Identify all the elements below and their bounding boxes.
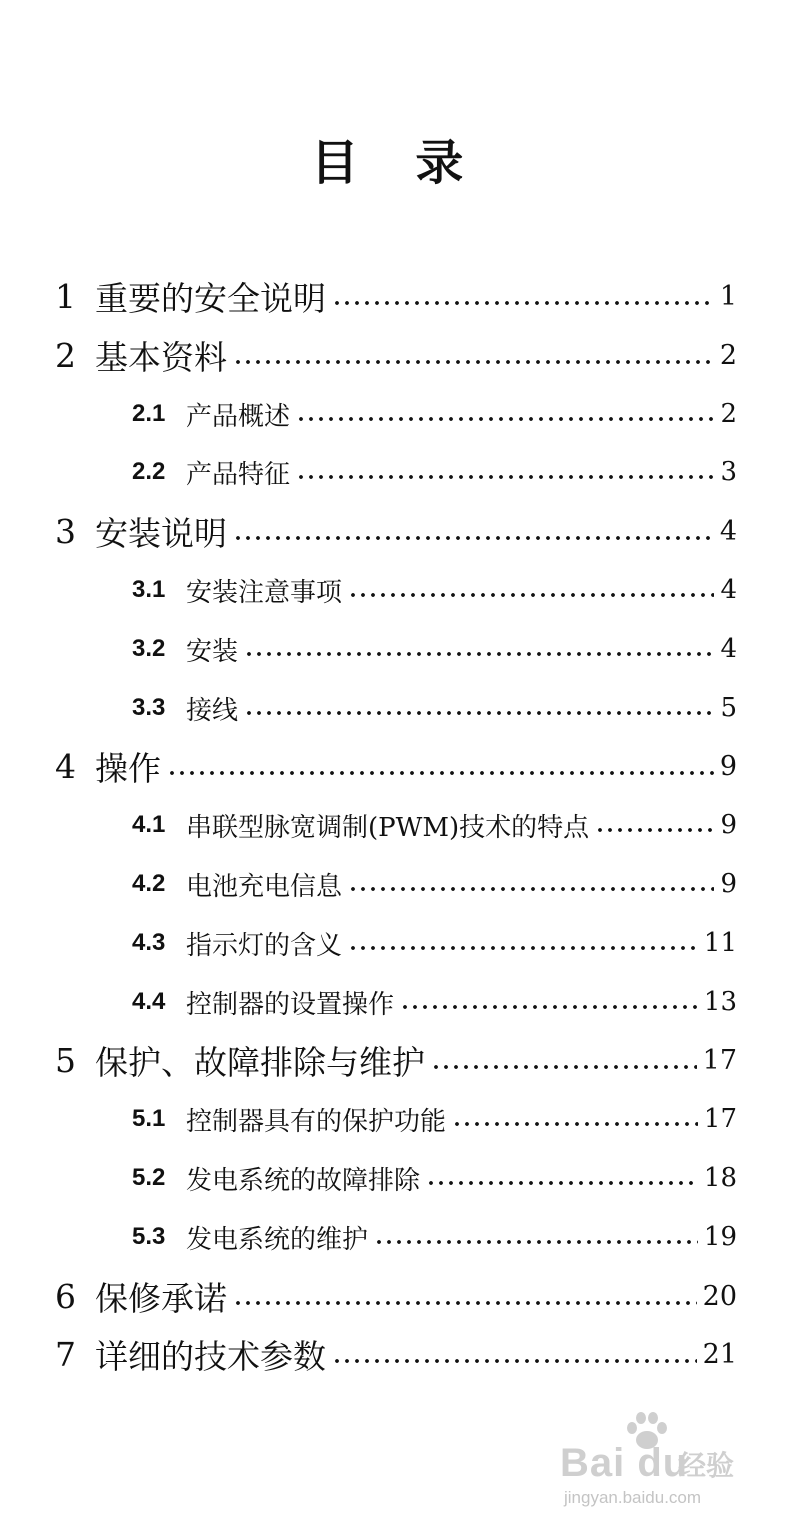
dot-leader [431, 1063, 697, 1071]
toc-entry-page: 9 [720, 810, 737, 840]
dot-leader [296, 473, 714, 481]
toc-entry-number: 2.2 [132, 458, 166, 485]
toc-entry-page: 18 [703, 1163, 737, 1193]
toc-entry-2-1[interactable] [132, 385, 737, 443]
toc-entry-title: 安装注意事项 [186, 577, 343, 608]
toc-entry-number: 4.4 [132, 988, 166, 1015]
toc-entry-number: 6 [55, 1276, 76, 1316]
toc-entry-5[interactable] [55, 1031, 737, 1089]
dot-leader [167, 769, 714, 777]
toc-entry-2-2[interactable] [132, 443, 737, 501]
toc-entry-title: 产品概述 [186, 401, 291, 432]
toc-entry-title: 接线 [186, 695, 239, 726]
toc-entry-number: 5.3 [132, 1223, 166, 1250]
dot-leader [374, 1238, 698, 1246]
toc-entry-number: 5.1 [132, 1105, 166, 1132]
toc-entry-title: 保护、故障排除与维护 [95, 1042, 425, 1082]
toc-entry-page: 3 [720, 457, 737, 487]
toc-entry-title: 控制器的设置操作 [186, 989, 395, 1020]
toc-entry-title: 发电系统的故障排除 [186, 1165, 421, 1196]
toc-entry-3-2[interactable] [132, 620, 737, 678]
toc-entry-title: 基本资料 [95, 337, 227, 377]
page-title: 目 录 [310, 135, 484, 191]
toc-entry-page: 2 [719, 339, 737, 371]
toc-entry-number: 3.2 [132, 635, 166, 662]
toc-entry-3-3[interactable] [132, 679, 737, 737]
toc-entry-7[interactable] [55, 1325, 737, 1383]
toc-entry-title: 电池充电信息 [186, 871, 343, 902]
toc-entry-4[interactable] [55, 737, 737, 795]
toc-entry-page: 5 [720, 693, 737, 723]
dot-leader [244, 709, 714, 717]
toc-entry-title: 重要的安全说明 [95, 278, 326, 318]
toc-entry-5-2[interactable] [132, 1149, 737, 1207]
toc-entry-page: 13 [703, 987, 737, 1017]
toc-entry-page: 20 [702, 1280, 737, 1312]
toc-entry-page: 17 [703, 1104, 737, 1134]
toc-entry-page: 4 [720, 575, 737, 605]
toc-entry-page: 4 [720, 634, 737, 664]
toc-entry-number: 2 [55, 335, 76, 375]
toc-entry-title: 产品特征 [186, 459, 291, 490]
toc-entry-title: 保修承诺 [95, 1278, 227, 1318]
toc-entry-4-4[interactable] [132, 973, 737, 1031]
toc-entry-number: 3.1 [132, 576, 166, 603]
toc-entry-title: 详细的技术参数 [95, 1336, 326, 1376]
toc-entry-title: 控制器具有的保护功能 [186, 1106, 447, 1137]
dot-leader [348, 944, 698, 952]
toc-entry-number: 1 [55, 276, 76, 316]
toc-entry-page: 21 [702, 1338, 737, 1370]
toc-entry-5-3[interactable] [132, 1208, 737, 1266]
baidu-jingyan-watermark [560, 1410, 750, 1510]
dot-leader [426, 1179, 698, 1187]
toc-entry-number: 4.1 [132, 811, 166, 838]
toc-entry-title: 发电系统的维护 [186, 1224, 369, 1255]
dot-leader [233, 534, 714, 542]
toc-entry-page: 1 [719, 280, 737, 312]
toc-entry-title: 安装 [186, 636, 239, 667]
toc-entry-number: 7 [55, 1334, 76, 1374]
toc-entry-number: 5.2 [132, 1164, 166, 1191]
toc-entry-3-1[interactable] [132, 561, 737, 619]
dot-leader [452, 1120, 698, 1128]
toc-entry-number: 2.1 [132, 400, 166, 427]
toc-entry-4-1[interactable] [132, 796, 737, 854]
toc-entry-6[interactable] [55, 1267, 737, 1325]
toc-entry-5-1[interactable] [132, 1090, 737, 1148]
dot-leader [296, 415, 714, 423]
watermark-suffix: 经验 [678, 1449, 735, 1482]
dot-leader [244, 650, 714, 658]
toc-entry-4-3[interactable] [132, 914, 737, 972]
toc-entry-page: 17 [702, 1044, 737, 1076]
dot-leader [400, 1003, 698, 1011]
toc-entry-number: 4.2 [132, 870, 166, 897]
toc-entry-title: 指示灯的含义 [186, 930, 343, 961]
dot-leader [233, 1299, 697, 1307]
watermark-url: jingyan.baidu.com [564, 1488, 702, 1507]
toc-entry-title: 安装说明 [95, 513, 227, 553]
toc-entry-number: 3.3 [132, 694, 166, 721]
dot-leader [348, 885, 714, 893]
toc-entry-1[interactable] [55, 267, 737, 325]
toc-entry-page: 4 [719, 515, 737, 547]
toc-entry-page: 9 [720, 869, 737, 899]
toc-entry-page: 9 [719, 750, 737, 782]
watermark-brand: Bai du [560, 1441, 689, 1485]
toc-entry-3[interactable] [55, 502, 737, 560]
toc-entry-page: 2 [720, 399, 737, 429]
toc-entry-number: 5 [55, 1040, 76, 1080]
toc-entry-page: 19 [703, 1222, 737, 1252]
dot-leader [233, 358, 714, 366]
toc-entry-4-2[interactable] [132, 855, 737, 913]
toc-entry-number: 3 [55, 511, 76, 551]
toc-entry-title: 串联型脉宽调制(PWM)技术的特点 [186, 812, 590, 843]
dot-leader [332, 1357, 697, 1365]
toc-entry-title: 操作 [95, 748, 161, 788]
toc-entry-number: 4.3 [132, 929, 166, 956]
toc-entry-2[interactable] [55, 326, 737, 384]
toc-entry-page: 11 [703, 928, 737, 958]
dot-leader [595, 826, 714, 834]
toc-entry-number: 4 [55, 746, 76, 786]
dot-leader [332, 299, 714, 307]
dot-leader [348, 591, 714, 599]
